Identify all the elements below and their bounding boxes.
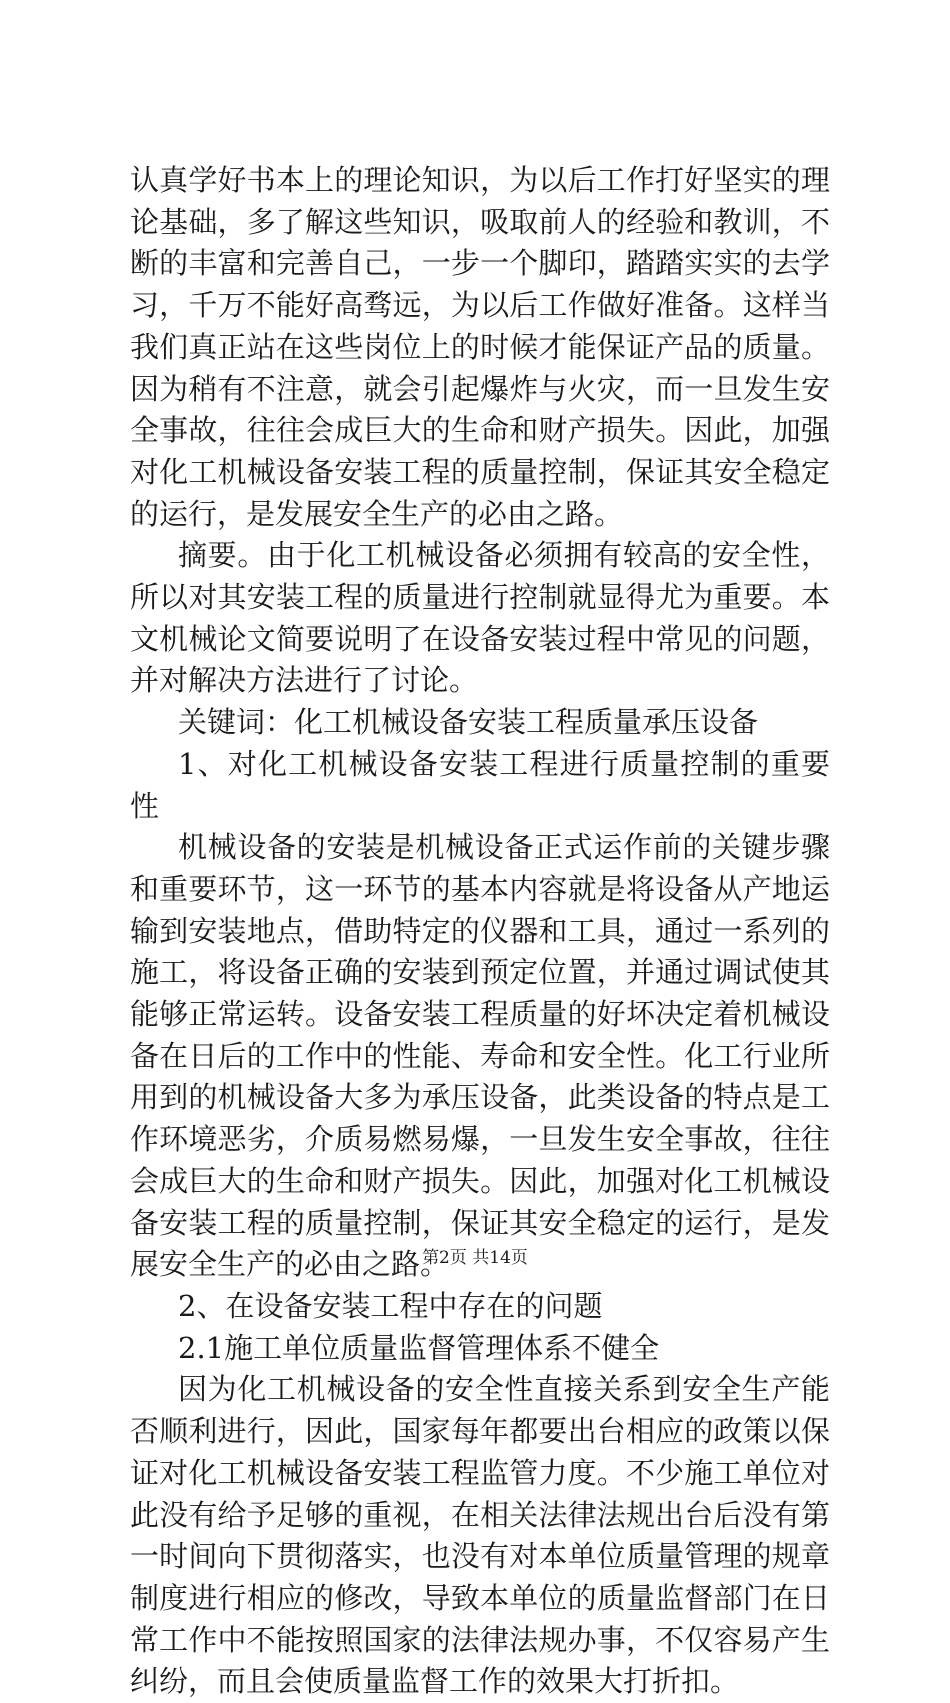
section-heading-1: 1、对化工机械设备安装工程进行质量控制的重要性: [130, 746, 830, 823]
document-body: [130, 160, 830, 1703]
keywords-line: 关键词：化工机械设备安装工程质量承压设备: [178, 705, 759, 740]
subsection-2-1-paragraph: 因为化工机械设备的安全性直接关系到安全生产能否顺利进行，因此，国家每年都要出台相应的政策以保证对化工机械设备安装工程监管力度。不少施工单位对此没有给予足够的重视，在相关法律法规出台后没有第一时间向下贯彻落实，也没有对本单位质量管理的规章制度进行相应的修改，导致本单位的质量监督部门在日常工作中不能按照国家的法律法规办事，不仅容易产生纠纷，而且会使质量监督工作的效果大打折扣。: [130, 1372, 830, 1699]
section-1-paragraph: 机械设备的安装是机械设备正式运作前的关键步骤和重要环节，这一环节的基本内容就是将设备从产地运输到安装地点，借助特定的仪器和工具，通过一系列的施工，将设备正确的安装到预定位置，并通过调试使其能够正常运转。设备安装工程质量的好坏决定着机械设备在日后的工作中的性能、寿命和安全性。化工行业所用到的机械设备大多为承压设备，此类设备的特点是工作环境恶劣，介质易燃易爆，一旦发生安全事故，往往会成巨大的生命和财产损失。因此，加强对化工机械设备安装工程的质量控制，保证其安全稳定的运行，是发展安全生产的必由之路。: [130, 830, 830, 1282]
section-heading-2: 2、在设备安装工程中存在的问题: [178, 1288, 603, 1323]
body-paragraph-continued: 认真学好书本上的理论知识，为以后工作打好坚实的理论基础，多了解这些知识，吸取前人的经验和教训，不断的丰富和完善自己，一步一个脚印，踏踏实实的去学习，千万不能好高骛远，为以后工作做好准备。这样当我们真正站在这些岗位上的时候才能保证产品的质量。因为稍有不注意，就会引起爆炸与火灾，而一旦发生安全事故，往往会成巨大的生命和财产损失。因此，加强对化工机械设备安装工程的质量控制，保证其安全稳定的运行，是发展安全生产的必由之路。: [130, 163, 830, 531]
abstract-paragraph: 摘要。由于化工机械设备必须拥有较高的安全性，所以对其安装工程的质量进行控制就显得尤为重要。本文机械论文简要说明了在设备安装过程中常见的问题，并对解决方法进行了讨论。: [130, 538, 830, 698]
page-number-footer: 第2页 共14页: [422, 1248, 528, 1268]
subsection-heading-2-1: 2.1施工单位质量监督管理体系不健全: [178, 1330, 660, 1365]
